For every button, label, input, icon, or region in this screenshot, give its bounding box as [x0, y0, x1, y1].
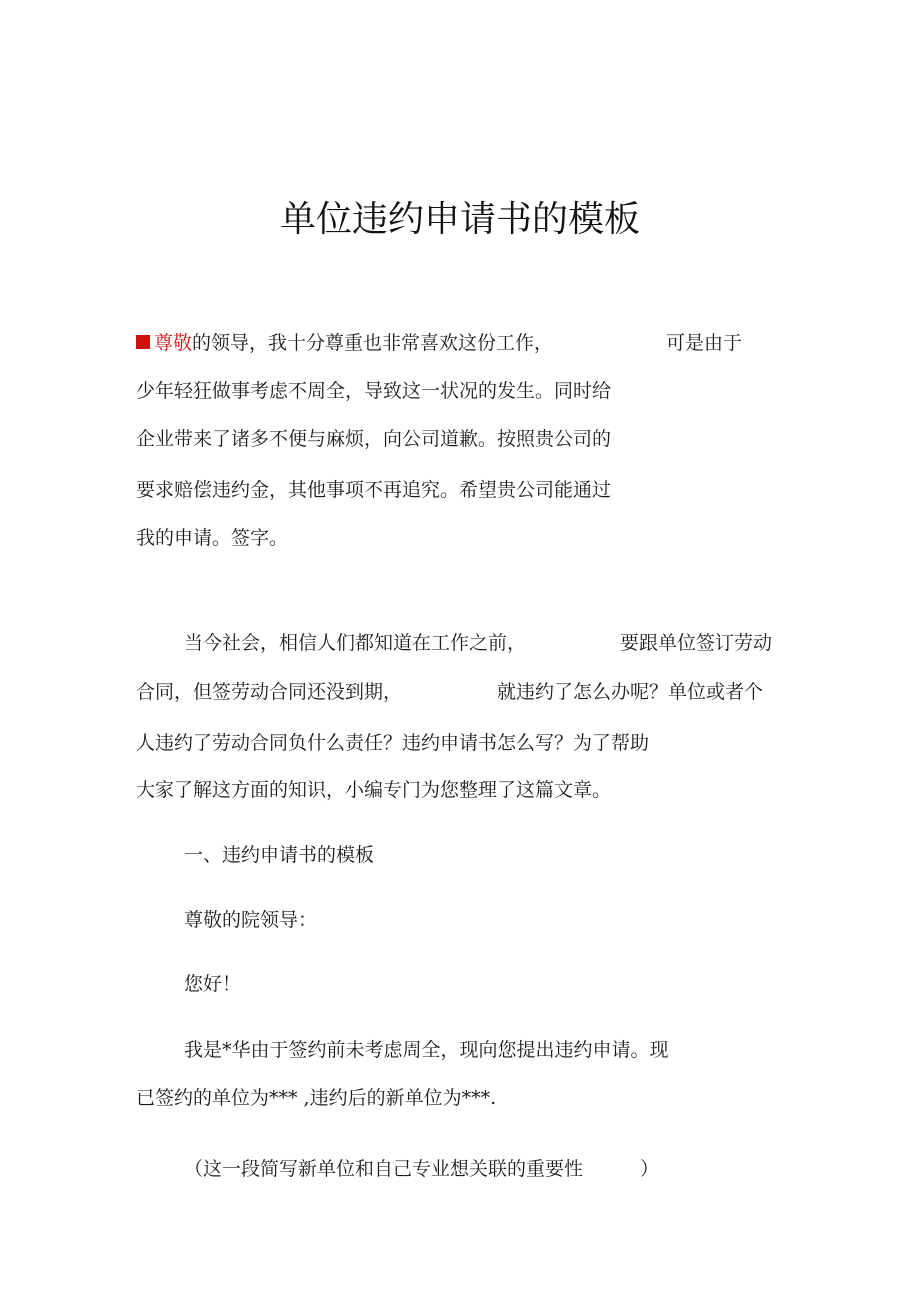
paragraph-1-line-1-tail: 可是由于: [666, 332, 743, 354]
paragraph-1-line-5: 我的申请。签字。: [136, 527, 289, 549]
paragraph-2-line-2b: 就违约了怎么办呢？单位或者个: [497, 681, 764, 703]
paragraph-2-line-3: 人违约了劳动合同负什么责任？违约申请书怎么写？为了帮助: [136, 732, 650, 754]
salutation: 尊敬的院领导：: [184, 909, 318, 931]
section-heading: 一、违约申请书的模板: [184, 844, 375, 866]
note-close-paren: ）: [640, 1158, 660, 1180]
paragraph-2-line-2a: 合同，但签劳动合同还没到期，: [136, 681, 403, 703]
paragraph-1-line-4: 要求赔偿违约金，其他事项不再追究。希望贵公司能通过: [136, 479, 612, 501]
paragraph-2-line-1a: 当今社会，相信人们都知道在工作之前，: [184, 632, 527, 654]
note-text: （这一段简写新单位和自己专业想关联的重要性: [184, 1158, 584, 1180]
highlighted-word: 尊敬: [154, 332, 193, 354]
red-square-bullet-icon: [136, 335, 150, 349]
paragraph-1-line-1-text: 的领导，我十分尊重也非常喜欢这份工作，: [192, 332, 554, 354]
paragraph-2-line-1b: 要跟单位签订劳动: [620, 632, 773, 654]
paragraph-1-line-1: [136, 334, 553, 353]
greeting: 您好！: [184, 973, 242, 995]
paragraph-2-line-4: 大家了解这方面的知识，小编专门为您整理了这篇文章。: [136, 779, 612, 801]
paragraph-1-line-3: 企业带来了诸多不便与麻烦，向公司道歉。按照贵公司的: [136, 428, 612, 450]
paragraph-3-line-2: 已签约的单位为*** ,违约后的新单位为***.: [136, 1087, 497, 1109]
document-title: 单位违约申请书的模板: [279, 199, 640, 240]
paragraph-3-line-1: 我是*华由于签约前未考虑周全，现向您提出违约申请。现: [184, 1039, 669, 1061]
paragraph-1-line-2: 少年轻狂做事考虑不周全，导致这一状况的发生。同时给: [136, 380, 612, 402]
